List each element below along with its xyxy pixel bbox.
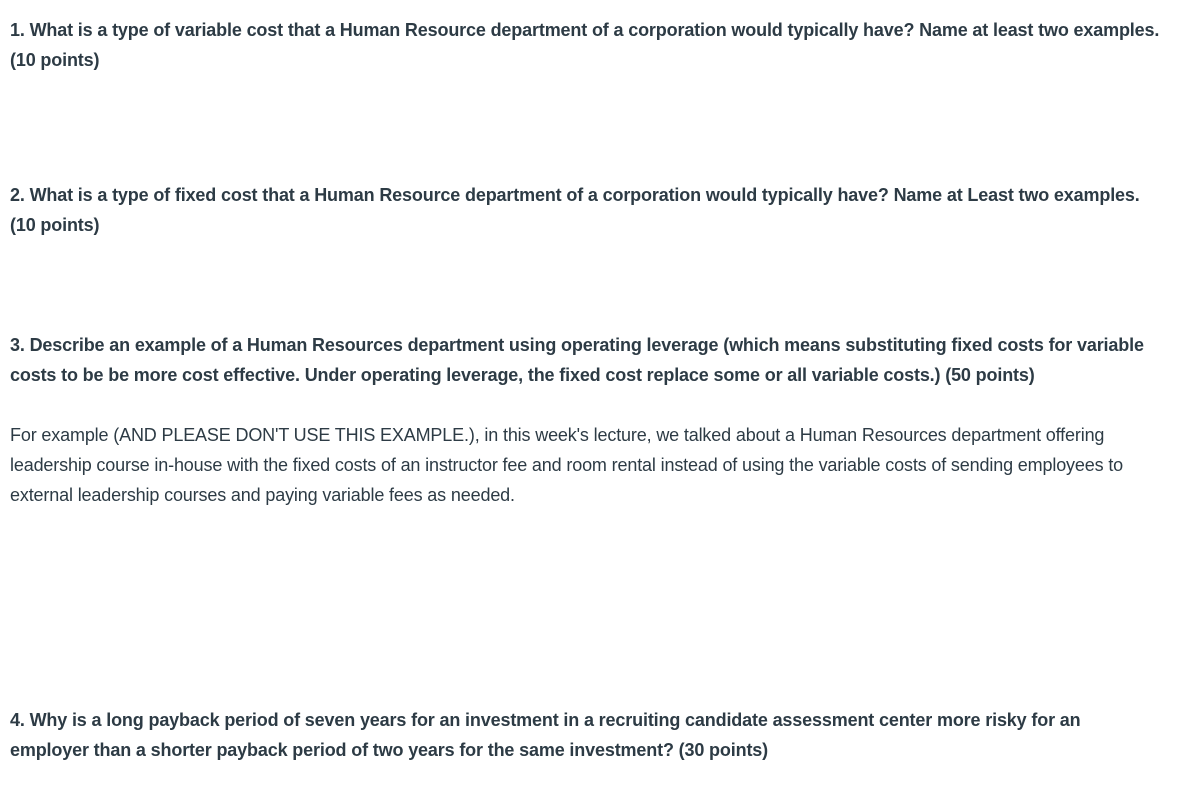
question-4: 4. Why is a long payback period of seven years for an investment in a recruiting candidate assessment center more risky for an employer than a shorter payback period of two years for the same investment? (30 points) — [10, 710, 1081, 760]
question-3-example-note: For example (AND PLEASE DON'T USE THIS EXAMPLE.), in this week's lecture, we talked about a Human Resources department offering leadership course in-house with the fixed costs of an instructor fee and room rental instead of using the variable costs of sending employees to external leadership courses and paying variable fees as needed. — [10, 425, 1124, 505]
question-3: 3. Describe an example of a Human Resources department using operating leverage (which means substituting fixed costs for variable costs to be be more cost effective. Under operating leverage, the fixed cost replace some or all variable costs.) (50 points) — [10, 335, 1144, 385]
question-1: 1. What is a type of variable cost that a Human Resource department of a corporation would typically have? Name at least two examples. (10 points) — [10, 20, 1160, 70]
question-2: 2. What is a type of fixed cost that a Human Resource department of a corporation would typically have? Name at Least two examples. (10 points) — [10, 185, 1140, 235]
